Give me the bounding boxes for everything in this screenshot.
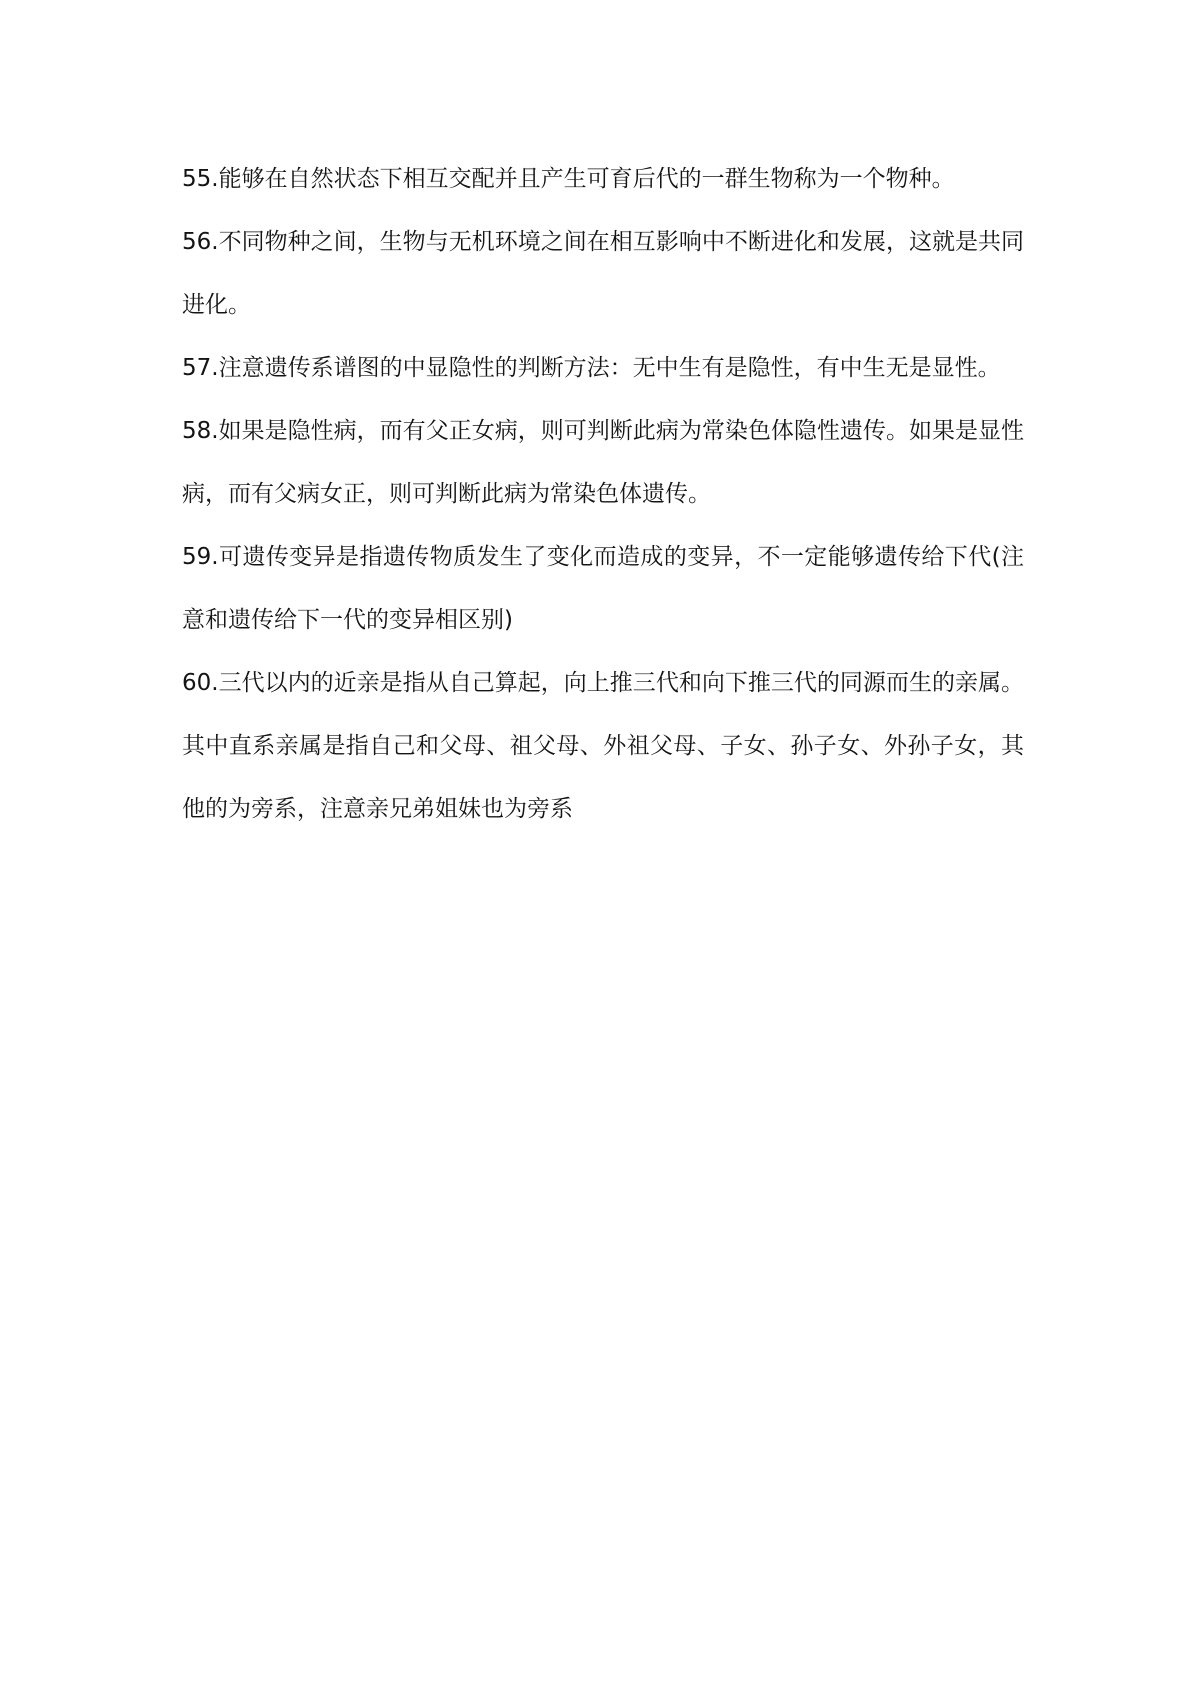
paragraph-59: 59.可遗传变异是指遗传物质发生了变化而造成的变异，不一定能够遗传给下代(注意和遗传给下一代的变异相区别) [182, 544, 1024, 633]
paragraph-58: 58.如果是隐性病，而有父正女病，则可判断此病为常染色体隐性遗传。如果是显性病，而有父病女正，则可判断此病为常染色体遗传。 [182, 418, 1024, 507]
paragraph-57: 57.注意遗传系谱图的中显隐性的判断方法：无中生有是隐性，有中生无是显性。 [182, 355, 1001, 381]
paragraph-60: 60.三代以内的近亲是指从自己算起，向上推三代和向下推三代的同源而生的亲属。其中直系亲属是指自己和父母、祖父母、外祖父母、子女、孙子女、外孙子女，其他的为旁系，注意亲兄弟姐妹也为旁系 [182, 670, 1024, 822]
paragraph-55: 55.能够在自然状态下相互交配并且产生可育后代的一群生物称为一个物种。 [182, 166, 955, 192]
paragraph-56: 56.不同物种之间，生物与无机环境之间在相互影响中不断进化和发展，这就是共同进化。 [182, 229, 1024, 318]
document-body [182, 148, 1024, 841]
